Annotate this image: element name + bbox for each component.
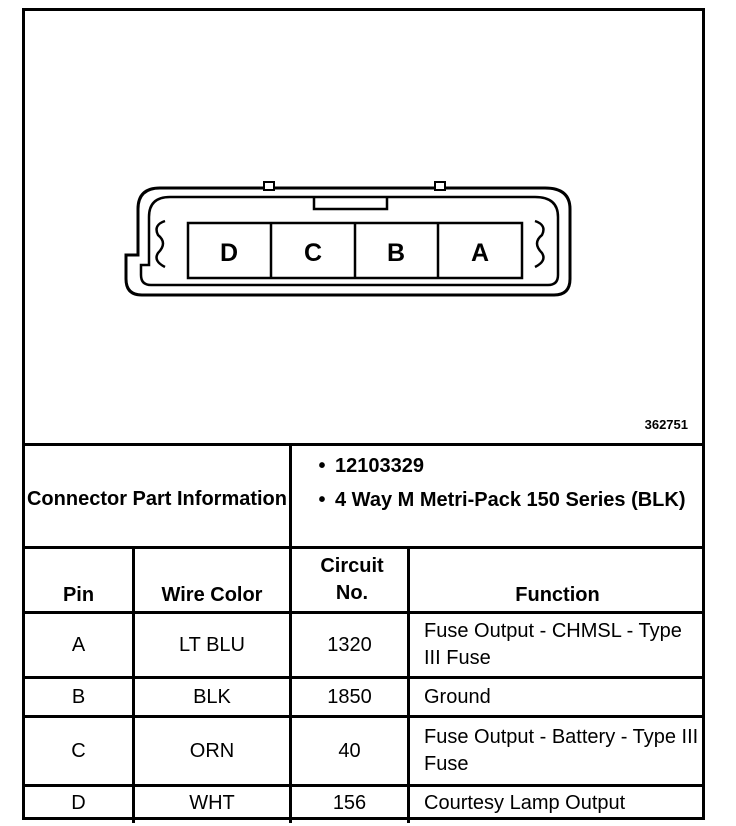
row-c-function: Fuse Output - Battery - Type III Fuse [424, 726, 699, 775]
part-description: • 4 Way M Metri-Pack 150 Series (BLK) [318, 489, 686, 511]
divider [25, 443, 702, 446]
connector-outline [25, 11, 705, 443]
cavity-label-c: C [303, 239, 323, 267]
header-wire-color: Wire Color [161, 583, 263, 606]
row-d-pin: D [71, 792, 86, 814]
part-number-text: 12103329 [335, 455, 424, 477]
cavity-label-a: A [470, 239, 490, 267]
part-number: • 12103329 [318, 455, 424, 477]
connector-sheet [22, 8, 705, 820]
row-a-pin: A [71, 633, 86, 656]
row-b-pin: B [71, 685, 86, 708]
row-d-circuit: 156 [332, 792, 367, 814]
cavity-label-d: D [219, 239, 239, 267]
row-d-function: Courtesy Lamp Output [424, 792, 626, 814]
figure-id: 362751 [644, 417, 688, 432]
part-info-label: Connector Part Information [26, 487, 287, 510]
part-info-list [309, 453, 699, 513]
row-b-function: Ground [424, 685, 491, 708]
cavity-label-b: B [386, 239, 406, 267]
row-c-wire-color: ORN [189, 739, 235, 762]
row-c-circuit: 40 [338, 739, 361, 762]
header-pin: Pin [62, 583, 95, 606]
row-a-wire-color: LT BLU [179, 633, 245, 656]
row-b-circuit: 1850 [327, 685, 372, 708]
divider [289, 443, 292, 549]
row-a-function: Fuse Output - CHMSL - Type III Fuse [424, 620, 682, 669]
connector-diagram [25, 11, 702, 443]
row-d-wire-color: WHT [189, 792, 235, 814]
header-function: Function [515, 583, 600, 606]
part-description-text: 4 Way M Metri-Pack 150 Series (BLK) [335, 489, 686, 511]
header-circuit: Circuit No. [320, 555, 384, 604]
row-c-pin: C [71, 739, 86, 762]
row-b-wire-color: BLK [193, 685, 231, 708]
row-a-circuit: 1320 [327, 633, 372, 656]
